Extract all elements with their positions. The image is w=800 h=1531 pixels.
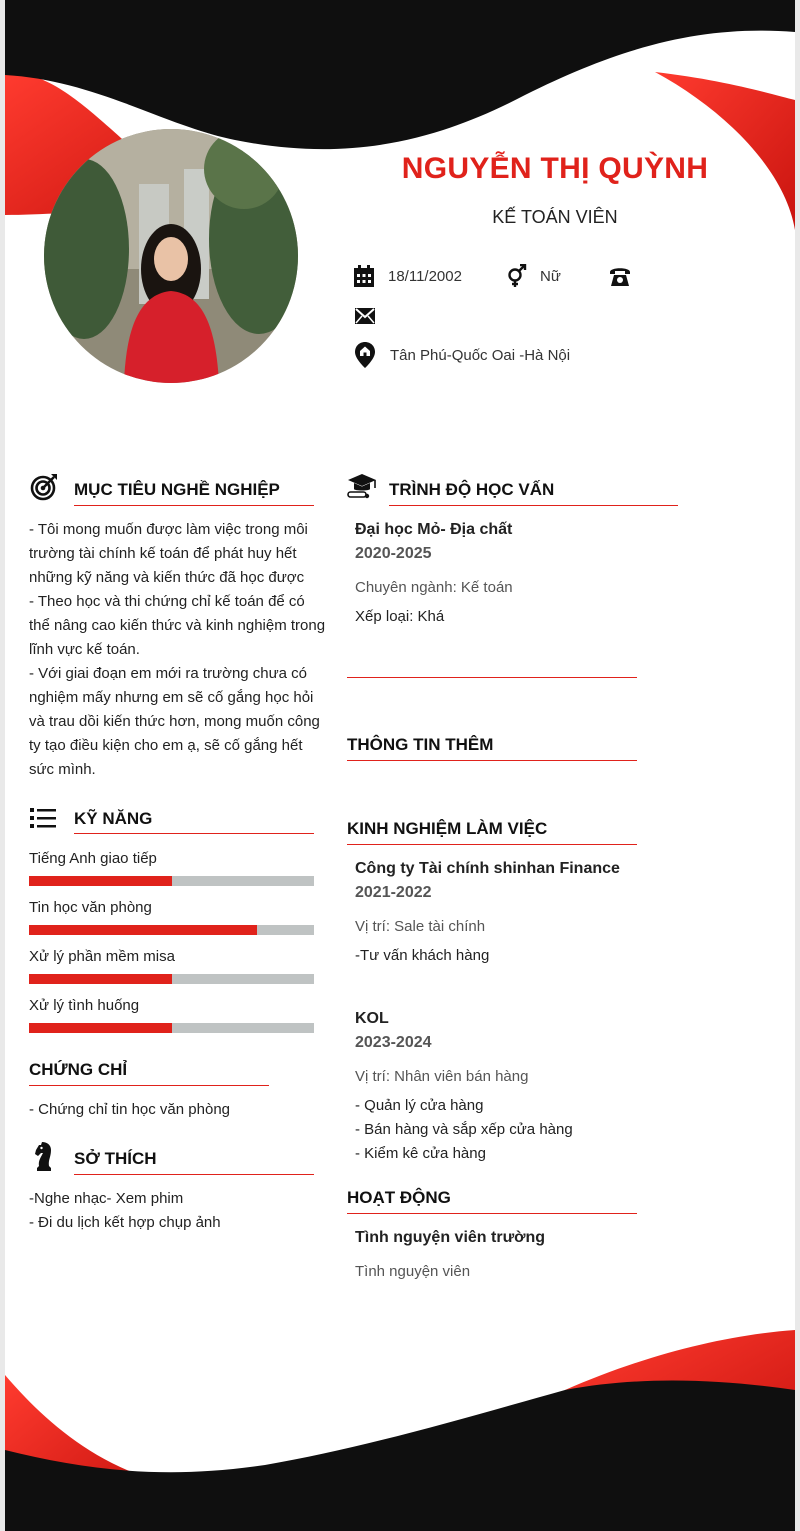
hobbies-title: SỞ THÍCH — [74, 1149, 157, 1168]
certificate-item: - Chứng chỉ tin học văn phòng — [29, 1101, 230, 1118]
job-company: Công ty Tài chính shinhan Finance — [355, 860, 620, 877]
skill-bar — [29, 974, 314, 984]
job-duty: - Bán hàng và sắp xếp cửa hàng — [355, 1121, 573, 1138]
chess-knight-icon — [33, 1141, 55, 1173]
job-duties — [355, 1094, 573, 1166]
education-underline — [389, 505, 678, 506]
objective-line: nghiệm mấy nhưng em sẽ cố gắng học hỏi — [29, 689, 314, 706]
address-info — [354, 341, 570, 369]
certificates-underline — [29, 1085, 269, 1086]
birthday-value: 18/11/2002 — [388, 267, 462, 285]
skill-bar-fill — [29, 876, 172, 886]
hobby-item: - Đi du lịch kết hợp chụp ảnh — [29, 1214, 221, 1231]
objective-line: thể nâng cao kiến thức và kinh nghiệm trong — [29, 617, 326, 634]
objective-line: sức mình. — [29, 761, 96, 778]
profile-photo — [44, 129, 298, 383]
job-title: KẾ TOÁN VIÊN — [492, 207, 618, 227]
graduation-cap-icon — [346, 472, 378, 500]
skills-underline — [74, 833, 314, 834]
objective-line: ty tạo điều kiện cho em ạ, sẽ cố gắng hết — [29, 737, 303, 754]
email-icon — [354, 307, 376, 325]
education-period: 2020-2025 — [355, 545, 432, 562]
skill-bar-fill — [29, 1023, 172, 1033]
objective-underline — [74, 505, 314, 506]
skill-label: Tiếng Anh giao tiếp — [29, 850, 157, 867]
extra-info-title: THÔNG TIN THÊM — [347, 735, 494, 754]
job-duty: - Kiểm kê cửa hàng — [355, 1145, 486, 1162]
education-divider — [347, 677, 637, 678]
objective-line: lĩnh vực kế toán. — [29, 641, 140, 658]
skill-bar-fill — [29, 974, 172, 984]
experience-underline — [347, 844, 637, 845]
cv-page — [5, 0, 795, 1531]
job-position: Vị trí: Nhân viên bán hàng — [355, 1068, 529, 1085]
skill-bar — [29, 876, 314, 886]
education-major: Chuyên ngành: Kế toán — [355, 579, 513, 596]
hobbies-underline — [74, 1174, 314, 1175]
candidate-name: NGUYỄN THỊ QUỲNH — [401, 152, 709, 185]
list-icon — [30, 807, 56, 829]
skill-label: Tin học văn phòng — [29, 899, 152, 916]
footer-wave-decoration — [5, 1320, 795, 1531]
objective-line: - Theo học và thi chứng chỉ kế toán để có — [29, 593, 305, 610]
objective-line: những kỹ năng và kiến thức đã học được — [29, 569, 305, 586]
education-grade: Xếp loại: Khá — [355, 608, 445, 625]
gender-icon — [505, 264, 529, 288]
skill-label: Xử lý phần mềm misa — [29, 948, 175, 965]
calendar-icon — [353, 264, 375, 288]
education-title: TRÌNH ĐỘ HỌC VẤN — [389, 480, 555, 499]
job-period: 2021-2022 — [355, 884, 432, 901]
gender-info — [505, 264, 561, 288]
job-position: Vị trí: Sale tài chính — [355, 918, 486, 935]
hobbies-list — [29, 1187, 221, 1235]
birthday-info — [353, 264, 462, 288]
objective-line: - Với giai đoạn em mới ra trường chưa có — [29, 665, 308, 682]
objective-line: - Tôi mong muốn được làm việc trong môi — [29, 521, 308, 538]
phone-icon — [608, 265, 632, 287]
job-period: 2023-2024 — [355, 1034, 432, 1051]
skill-bar-fill — [29, 925, 257, 935]
extra-info-underline — [347, 760, 637, 761]
skill-bar — [29, 925, 314, 935]
skill-bar — [29, 1023, 314, 1033]
objective-line: trường tài chính kế toán để phát huy hết — [29, 545, 297, 562]
location-icon — [354, 341, 376, 369]
objective-text — [29, 518, 329, 782]
school-name: Đại học Mỏ- Địa chất — [355, 521, 513, 538]
experience-title: KINH NGHIỆM LÀM VIỆC — [347, 819, 548, 838]
activity-role: Tình nguyện viên — [355, 1263, 471, 1280]
skill-label: Xử lý tình huống — [29, 997, 140, 1014]
objective-line: và trau dồi kiến thức hơn, mong muốn công — [29, 713, 320, 730]
objective-title: MỤC TIÊU NGHỀ NGHIỆP — [74, 480, 280, 499]
activity-name: Tình nguyện viên trường — [355, 1229, 546, 1246]
skills-title: KỸ NĂNG — [74, 809, 153, 828]
hobby-item: -Nghe nhạc- Xem phim — [29, 1190, 184, 1207]
job-company: KOL — [355, 1010, 389, 1027]
activities-underline — [347, 1213, 637, 1214]
address-value: Tân Phú-Quốc Oai -Hà Nội — [390, 346, 571, 364]
gender-value: Nữ — [540, 267, 561, 285]
certificates-title: CHỨNG CHỈ — [29, 1060, 128, 1079]
activities-title: HOẠT ĐỘNG — [347, 1188, 451, 1207]
target-icon — [30, 473, 58, 501]
job-duty: - Quản lý cửa hàng — [355, 1097, 484, 1114]
job-duty: -Tư vấn khách hàng — [355, 947, 490, 964]
